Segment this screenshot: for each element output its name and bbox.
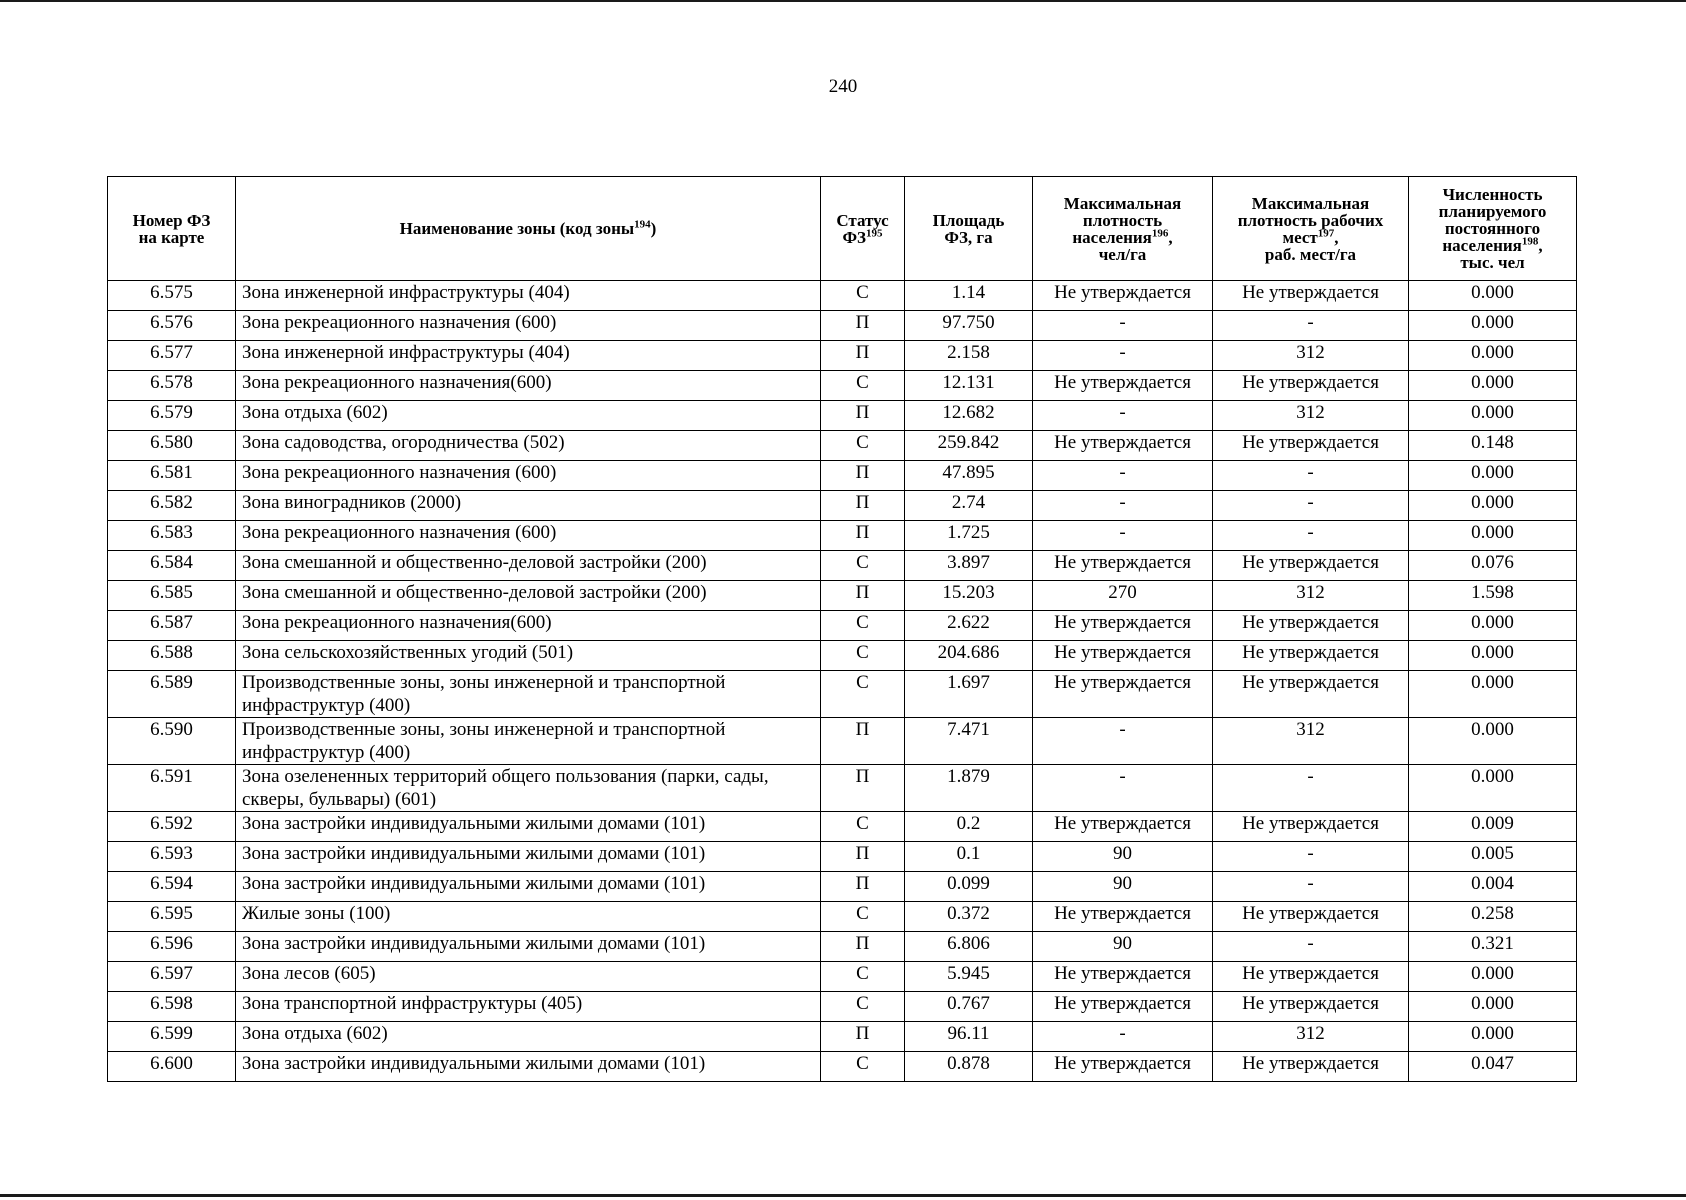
header-population-density: Максимальная плотность населения$^{196}$, чел/га [1033,177,1213,281]
cell-zone-name: Жилые зоны (100) [236,902,821,932]
cell-status: П [821,491,905,521]
cell-status: С [821,902,905,932]
cell-status: С [821,812,905,842]
scan-edge-top [0,0,1686,2]
cell-zone-number: 6.592 [108,812,236,842]
cell-population-density: Не утверждается [1033,431,1213,461]
cell-planned-population: 0.009 [1409,812,1577,842]
cell-status: П [821,872,905,902]
cell-zone-name: Зона рекреационного назначения (600) [236,461,821,491]
cell-workplace-density: 312 [1213,401,1409,431]
cell-zone-name: Зона садоводства, огородничества (502) [236,431,821,461]
cell-zone-number: 6.580 [108,431,236,461]
cell-zone-number: 6.593 [108,842,236,872]
cell-population-density: - [1033,718,1213,765]
cell-status: С [821,671,905,718]
cell-population-density: 90 [1033,842,1213,872]
cell-population-density: Не утверждается [1033,992,1213,1022]
cell-population-density: Не утверждается [1033,962,1213,992]
cell-planned-population: 0.004 [1409,872,1577,902]
cell-population-density: Не утверждается [1033,1052,1213,1082]
header-status: Статус ФЗ$^{195}$ [821,177,905,281]
table-row [108,431,1577,461]
cell-area: 12.682 [905,401,1033,431]
table-row [108,491,1577,521]
cell-zone-name: Зона инженерной инфраструктуры (404) [236,341,821,371]
table-row [108,1052,1577,1082]
cell-planned-population: 0.076 [1409,551,1577,581]
cell-workplace-density: 312 [1213,718,1409,765]
cell-zone-number: 6.591 [108,765,236,812]
cell-status: С [821,1052,905,1082]
cell-zone-name: Зона смешанной и общественно-деловой застройки (200) [236,551,821,581]
cell-planned-population: 1.598 [1409,581,1577,611]
cell-workplace-density: - [1213,311,1409,341]
table-row [108,671,1577,718]
cell-area: 5.945 [905,962,1033,992]
cell-zone-number: 6.588 [108,641,236,671]
cell-population-density: Не утверждается [1033,611,1213,641]
cell-planned-population: 0.000 [1409,992,1577,1022]
table-row [108,992,1577,1022]
cell-zone-number: 6.584 [108,551,236,581]
table-row [108,962,1577,992]
cell-population-density: Не утверждается [1033,812,1213,842]
cell-planned-population: 0.000 [1409,962,1577,992]
cell-status: П [821,341,905,371]
cell-workplace-density: - [1213,521,1409,551]
cell-zone-name: Зона застройки индивидуальными жилыми домами (101) [236,872,821,902]
cell-workplace-density: 312 [1213,341,1409,371]
zones-table-body [108,281,1577,1082]
cell-zone-number: 6.595 [108,902,236,932]
table-row [108,641,1577,671]
cell-area: 96.11 [905,1022,1033,1052]
cell-status: С [821,611,905,641]
cell-workplace-density: - [1213,491,1409,521]
table-row [108,842,1577,872]
cell-planned-population: 0.000 [1409,311,1577,341]
cell-workplace-density: Не утверждается [1213,281,1409,311]
cell-workplace-density: Не утверждается [1213,551,1409,581]
cell-planned-population: 0.000 [1409,1022,1577,1052]
header-zone-number: Номер ФЗ на карте [108,177,236,281]
cell-area: 259.842 [905,431,1033,461]
cell-area: 7.471 [905,718,1033,765]
cell-area: 2.622 [905,611,1033,641]
cell-zone-name: Зона сельскохозяйственных угодий (501) [236,641,821,671]
cell-status: П [821,932,905,962]
cell-status: П [821,1022,905,1052]
cell-status: С [821,371,905,401]
cell-workplace-density: Не утверждается [1213,671,1409,718]
cell-population-density: - [1033,1022,1213,1052]
cell-status: П [821,461,905,491]
table-row [108,311,1577,341]
cell-zone-number: 6.589 [108,671,236,718]
cell-zone-number: 6.576 [108,311,236,341]
cell-zone-number: 6.578 [108,371,236,401]
cell-planned-population: 0.005 [1409,842,1577,872]
table-row [108,902,1577,932]
table-row [108,1022,1577,1052]
cell-area: 0.878 [905,1052,1033,1082]
cell-area: 0.099 [905,872,1033,902]
cell-area: 1.725 [905,521,1033,551]
cell-zone-name: Зона смешанной и общественно-деловой застройки (200) [236,581,821,611]
cell-status: П [821,718,905,765]
cell-zone-number: 6.597 [108,962,236,992]
cell-workplace-density: Не утверждается [1213,812,1409,842]
cell-zone-name: Производственные зоны, зоны инженерной и транспортной инфраструктур (400) [236,671,821,718]
cell-status: П [821,521,905,551]
cell-workplace-density: Не утверждается [1213,431,1409,461]
cell-planned-population: 0.321 [1409,932,1577,962]
cell-planned-population: 0.000 [1409,371,1577,401]
cell-planned-population: 0.000 [1409,641,1577,671]
header-area: Площадь ФЗ, га [905,177,1033,281]
cell-workplace-density: - [1213,765,1409,812]
cell-population-density: - [1033,461,1213,491]
table-row [108,932,1577,962]
cell-status: С [821,992,905,1022]
cell-zone-name: Зона отдыха (602) [236,401,821,431]
table-row [108,341,1577,371]
cell-workplace-density: Не утверждается [1213,1052,1409,1082]
cell-population-density: Не утверждается [1033,671,1213,718]
cell-population-density: 90 [1033,932,1213,962]
cell-zone-number: 6.582 [108,491,236,521]
cell-status: П [821,401,905,431]
cell-population-density: - [1033,401,1213,431]
cell-zone-number: 6.581 [108,461,236,491]
cell-zone-number: 6.583 [108,521,236,551]
cell-population-density: - [1033,765,1213,812]
cell-population-density: 270 [1033,581,1213,611]
cell-zone-number: 6.585 [108,581,236,611]
cell-planned-population: 0.000 [1409,341,1577,371]
cell-area: 3.897 [905,551,1033,581]
cell-zone-number: 6.598 [108,992,236,1022]
table-row [108,521,1577,551]
cell-population-density: Не утверждается [1033,551,1213,581]
table-row [108,371,1577,401]
cell-area: 2.74 [905,491,1033,521]
cell-area: 0.2 [905,812,1033,842]
cell-zone-number: 6.577 [108,341,236,371]
cell-area: 0.1 [905,842,1033,872]
cell-status: С [821,962,905,992]
cell-area: 0.372 [905,902,1033,932]
cell-planned-population: 0.047 [1409,1052,1577,1082]
cell-population-density: - [1033,491,1213,521]
cell-zone-name: Зона виноградников (2000) [236,491,821,521]
page-number: 240 [828,76,858,97]
table-row [108,281,1577,311]
cell-workplace-density: Не утверждается [1213,641,1409,671]
cell-population-density: - [1033,521,1213,551]
cell-area: 1.697 [905,671,1033,718]
cell-planned-population: 0.000 [1409,401,1577,431]
cell-status: С [821,641,905,671]
cell-zone-name: Зона лесов (605) [236,962,821,992]
cell-status: С [821,281,905,311]
table-row [108,461,1577,491]
cell-workplace-density: Не утверждается [1213,992,1409,1022]
cell-planned-population: 0.000 [1409,461,1577,491]
cell-status: П [821,311,905,341]
cell-zone-number: 6.590 [108,718,236,765]
cell-workplace-density: - [1213,842,1409,872]
cell-zone-name: Зона транспортной инфраструктуры (405) [236,992,821,1022]
cell-area: 1.14 [905,281,1033,311]
cell-area: 6.806 [905,932,1033,962]
cell-area: 47.895 [905,461,1033,491]
cell-population-density: Не утверждается [1033,371,1213,401]
cell-status: С [821,431,905,461]
cell-population-density: - [1033,341,1213,371]
scan-edge-bottom [0,1194,1686,1197]
cell-area: 15.203 [905,581,1033,611]
cell-zone-name: Зона рекреационного назначения (600) [236,521,821,551]
cell-workplace-density: Не утверждается [1213,902,1409,932]
header-workplace-density: Максимальная плотность рабочих мест$^{197}$, раб. мест/га [1213,177,1409,281]
cell-workplace-density: - [1213,932,1409,962]
cell-zone-name: Зона рекреационного назначения (600) [236,311,821,341]
cell-planned-population: 0.258 [1409,902,1577,932]
cell-population-density: - [1033,311,1213,341]
cell-planned-population: 0.000 [1409,281,1577,311]
cell-zone-name: Производственные зоны, зоны инженерной и транспортной инфраструктур (400) [236,718,821,765]
cell-zone-number: 6.594 [108,872,236,902]
cell-workplace-density: Не утверждается [1213,611,1409,641]
cell-area: 2.158 [905,341,1033,371]
table-row [108,765,1577,812]
cell-status: П [821,581,905,611]
table-row [108,401,1577,431]
cell-zone-number: 6.587 [108,611,236,641]
cell-zone-name: Зона отдыха (602) [236,1022,821,1052]
table-row [108,718,1577,765]
cell-zone-number: 6.579 [108,401,236,431]
zones-table [107,176,1577,1082]
cell-workplace-density: 312 [1213,1022,1409,1052]
cell-zone-name: Зона застройки индивидуальными жилыми домами (101) [236,842,821,872]
cell-area: 1.879 [905,765,1033,812]
cell-zone-name: Зона застройки индивидуальными жилыми домами (101) [236,932,821,962]
cell-zone-number: 6.600 [108,1052,236,1082]
cell-zone-name: Зона озелененных территорий общего пользования (парки, сады, скверы, бульвары) (601) [236,765,821,812]
cell-planned-population: 0.000 [1409,765,1577,812]
cell-workplace-density: - [1213,872,1409,902]
cell-workplace-density: Не утверждается [1213,371,1409,401]
cell-area: 0.767 [905,992,1033,1022]
cell-zone-name: Зона инженерной инфраструктуры (404) [236,281,821,311]
cell-area: 97.750 [905,311,1033,341]
table-row [108,812,1577,842]
cell-area: 204.686 [905,641,1033,671]
cell-zone-name: Зона застройки индивидуальными жилыми домами (101) [236,1052,821,1082]
table-row [108,872,1577,902]
header-row [108,177,1577,281]
cell-workplace-density: - [1213,461,1409,491]
cell-population-density: Не утверждается [1033,902,1213,932]
cell-area: 12.131 [905,371,1033,401]
header-planned-population: Численность планируемого постоянного населения$^{198}$, тыс. чел [1409,177,1577,281]
cell-status: С [821,551,905,581]
table-row [108,581,1577,611]
table-row [108,611,1577,641]
cell-population-density: 90 [1033,872,1213,902]
cell-status: П [821,842,905,872]
cell-population-density: Не утверждается [1033,641,1213,671]
cell-zone-name: Зона застройки индивидуальными жилыми домами (101) [236,812,821,842]
cell-planned-population: 0.000 [1409,611,1577,641]
cell-zone-name: Зона рекреационного назначения(600) [236,611,821,641]
cell-planned-population: 0.000 [1409,671,1577,718]
table-row [108,551,1577,581]
cell-zone-number: 6.599 [108,1022,236,1052]
cell-zone-name: Зона рекреационного назначения(600) [236,371,821,401]
cell-population-density: Не утверждается [1033,281,1213,311]
cell-planned-population: 0.000 [1409,491,1577,521]
cell-zone-number: 6.596 [108,932,236,962]
cell-planned-population: 0.000 [1409,521,1577,551]
cell-workplace-density: Не утверждается [1213,962,1409,992]
cell-workplace-density: 312 [1213,581,1409,611]
cell-planned-population: 0.000 [1409,718,1577,765]
cell-planned-population: 0.148 [1409,431,1577,461]
cell-status: П [821,765,905,812]
cell-zone-number: 6.575 [108,281,236,311]
header-zone-name: Наименование зоны (код зоны$^{194}$) [236,177,821,281]
